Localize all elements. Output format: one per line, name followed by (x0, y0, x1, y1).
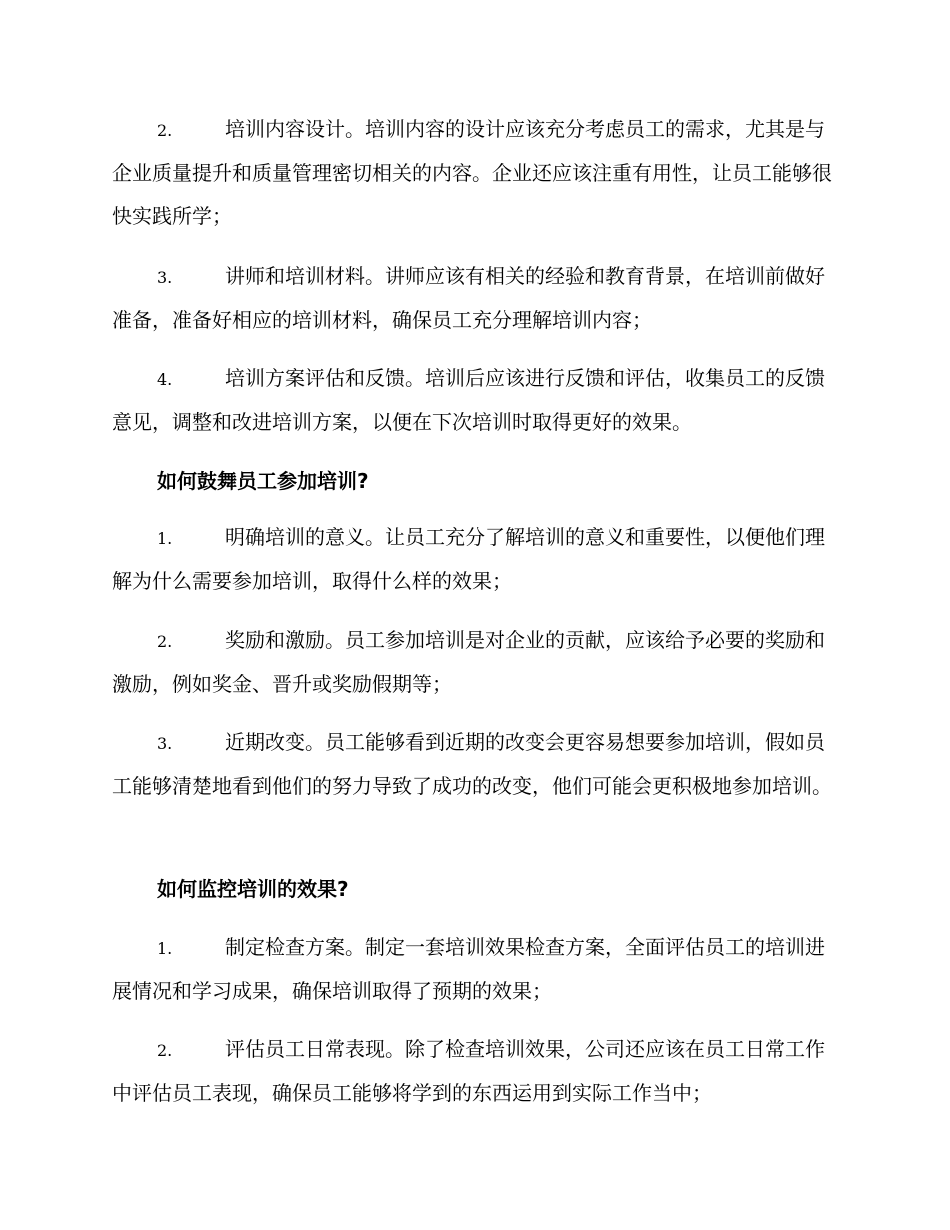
section-heading: 如何鼓舞员工参加培训? (157, 469, 369, 493)
list-item (112, 926, 842, 1013)
list-text: 培训内容设计。培训内容的设计应该充分考虑员工的需求，尤其是与企业质量提升和质量管理密切相关的内容。企业还应该注重有用性，让员工能够很快实践所学； (112, 117, 832, 228)
list-number: 1. (157, 939, 173, 958)
section-heading: 如何监控培训的效果? (157, 877, 349, 901)
list-item (112, 255, 842, 342)
list-number: 3. (157, 734, 173, 753)
list-item (112, 619, 842, 706)
list-number: 2. (157, 1041, 173, 1060)
list-number: 3. (157, 268, 173, 287)
list-text: 近期改变。员工能够看到近期的改变会更容易想要参加培训，假如员工能够清楚地看到他们的努力导致了成功的改变，他们可能会更积极地参加培训。 (112, 730, 832, 798)
list-text: 培训方案评估和反馈。培训后应该进行反馈和评估，收集员工的反馈意见，调整和改进培训方案，以便在下次培训时取得更好的效果。 (112, 366, 825, 434)
list-text: 评估员工日常表现。除了检查培训效果，公司还应该在员工日常工作中评估员工表现，确保员工能够将学到的东西运用到实际工作当中； (112, 1037, 825, 1105)
list-item (112, 357, 842, 444)
list-item (112, 721, 842, 808)
list-number: 2. (157, 632, 173, 651)
list-text: 明确培训的意义。让员工充分了解培训的意义和重要性，以便他们理解为什么需要参加培训，取得什么样的效果； (112, 525, 825, 593)
list-number: 4. (157, 370, 173, 389)
list-text: 讲师和培训材料。讲师应该有相关的经验和教育背景，在培训前做好准备，准备好相应的培训材料，确保员工充分理解培训内容； (112, 264, 825, 332)
list-number: 1. (157, 529, 173, 548)
list-number: 2. (157, 121, 173, 140)
list-item (112, 108, 842, 238)
list-text: 奖励和激励。员工参加培训是对企业的贡献，应该给予必要的奖励和激励，例如奖金、晋升或奖励假期等； (112, 628, 825, 696)
list-text: 制定检查方案。制定一套培训效果检查方案，全面评估员工的培训进展情况和学习成果，确保培训取得了预期的效果； (112, 935, 825, 1003)
list-item (112, 516, 842, 603)
list-item (112, 1028, 842, 1115)
